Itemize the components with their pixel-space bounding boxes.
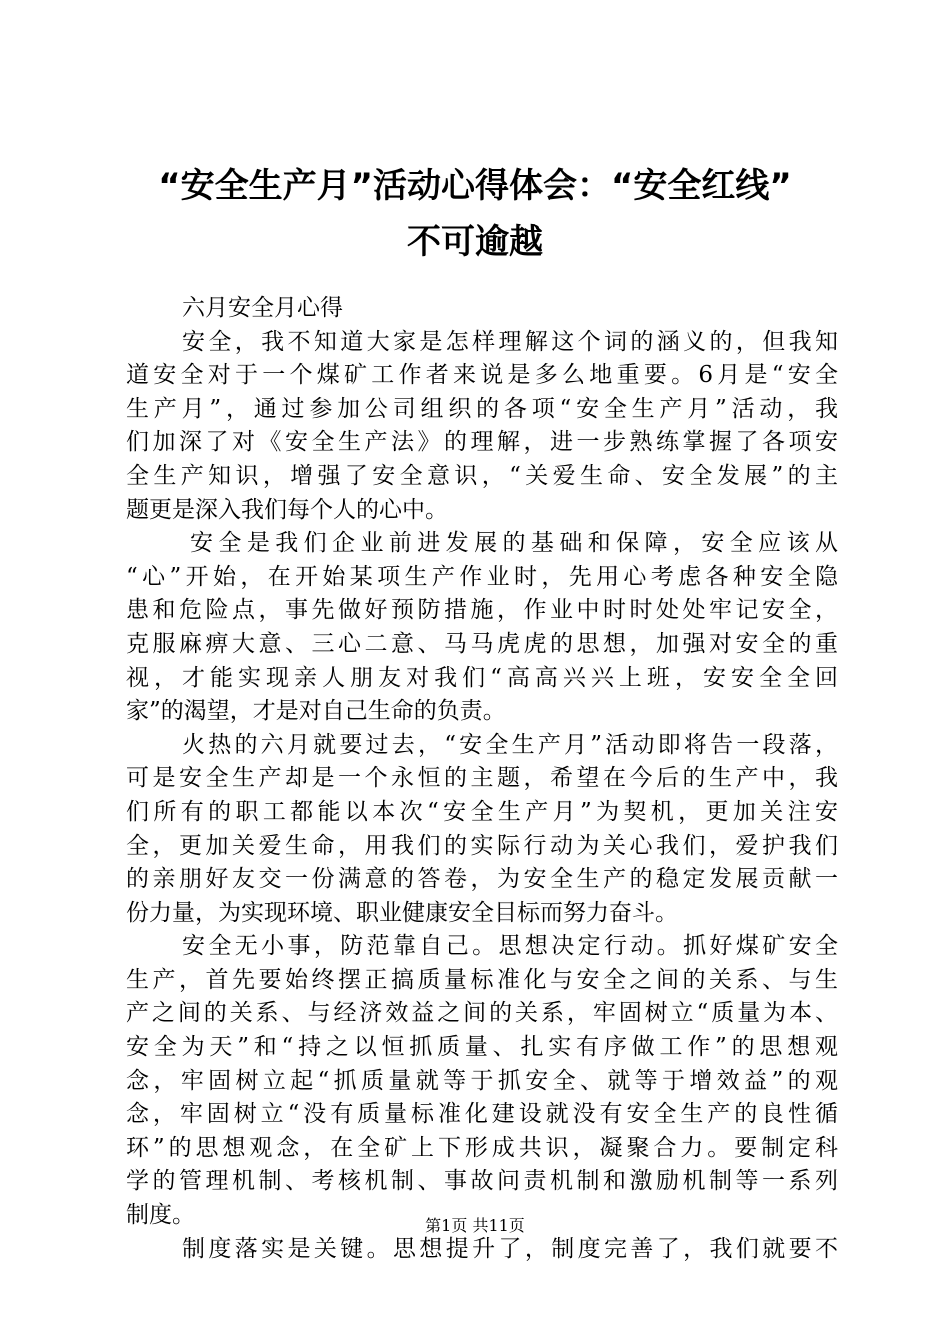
document-title-line-1: “安全生产月”活动心得体会：“安全红线” bbox=[158, 166, 792, 206]
text-line: 念，牢固树立“没有质量标准化建设就没有安全生产的良性循 bbox=[126, 1101, 838, 1128]
text-line: 题更是深入我们每个人的心中。 bbox=[126, 496, 448, 523]
text-line: 家”的渴望，才是对自己生命的负责。 bbox=[126, 698, 506, 725]
text-line: 份力量，为实现环境、职业健康安全目标而努力奋斗。 bbox=[126, 899, 678, 926]
text-line: 制度落实是关键。思想提升了，制度完善了，我们就要不 bbox=[182, 1235, 838, 1262]
text-line: 生产月”，通过参加公司组织的各项“安全生产月”活动，我 bbox=[126, 395, 838, 422]
text-line: 可是安全生产却是一个永恒的主题，希望在今后的生产中，我 bbox=[126, 765, 838, 792]
text-line: 学的管理机制、考核机制、事故问责机制和激励机制等一系列 bbox=[126, 1168, 838, 1195]
text-line: 们所有的职工都能以本次“安全生产月”为契机，更加关注安 bbox=[126, 798, 838, 825]
text-line: 制度。 bbox=[126, 1202, 195, 1229]
page-number-footer: 第1页 共11页 bbox=[425, 1216, 525, 1235]
text-line: 安全为天”和“持之以恒抓质量、扎实有序做工作”的思想观 bbox=[126, 1034, 838, 1061]
text-line: 安全，我不知道大家是怎样理解这个词的涵义的，但我知 bbox=[182, 328, 838, 355]
text-line: 环”的思想观念，在全矿上下形成共识，凝聚合力。要制定科 bbox=[126, 1134, 838, 1161]
text-line: 安全无小事，防范靠自己。思想决定行动。抓好煤矿安全 bbox=[182, 933, 838, 960]
text-line: 火热的六月就要过去，“安全生产月”活动即将告一段落， bbox=[182, 731, 838, 758]
text-line: 克服麻痹大意、三心二意、马马虎虎的思想，加强对安全的重 bbox=[126, 630, 838, 657]
document-body bbox=[126, 292, 838, 1266]
text-line: 产之间的关系、与经济效益之间的关系，牢固树立“质量为本、 bbox=[126, 1000, 838, 1027]
text-line: 安全是我们企业前进发展的基础和保障，安全应该从 bbox=[190, 530, 838, 557]
subtitle-line: 六月安全月心得 bbox=[182, 295, 343, 321]
text-line: 道安全对于一个煤矿工作者来说是多么地重要。6月是“安全 bbox=[126, 362, 838, 389]
text-line: 视，才能实现亲人朋友对我们“高高兴兴上班，安安全全回 bbox=[126, 664, 838, 691]
text-line: 们加深了对《安全生产法》的理解，进一步熟练掌握了各项安 bbox=[126, 429, 838, 456]
document-title-line-2: 不可逾越 bbox=[407, 222, 543, 262]
text-line: “心”开始，在开始某项生产作业时，先用心考虑各种安全隐 bbox=[126, 563, 838, 590]
text-line: 生产，首先要始终摆正搞质量标准化与安全之间的关系、与生 bbox=[126, 966, 838, 993]
text-line: 的亲朋好友交一份满意的答卷，为安全生产的稳定发展贡献一 bbox=[126, 866, 838, 893]
text-line: 念，牢固树立起“抓质量就等于抓安全、就等于增效益”的观 bbox=[126, 1067, 838, 1094]
text-line: 全生产知识，增强了安全意识，“关爱生命、安全发展”的主 bbox=[126, 462, 838, 489]
text-line: 患和危险点，事先做好预防措施，作业中时时处处牢记安全， bbox=[126, 597, 838, 624]
text-line: 全，更加关爱生命，用我们的实际行动为关心我们，爱护我们 bbox=[126, 832, 838, 859]
